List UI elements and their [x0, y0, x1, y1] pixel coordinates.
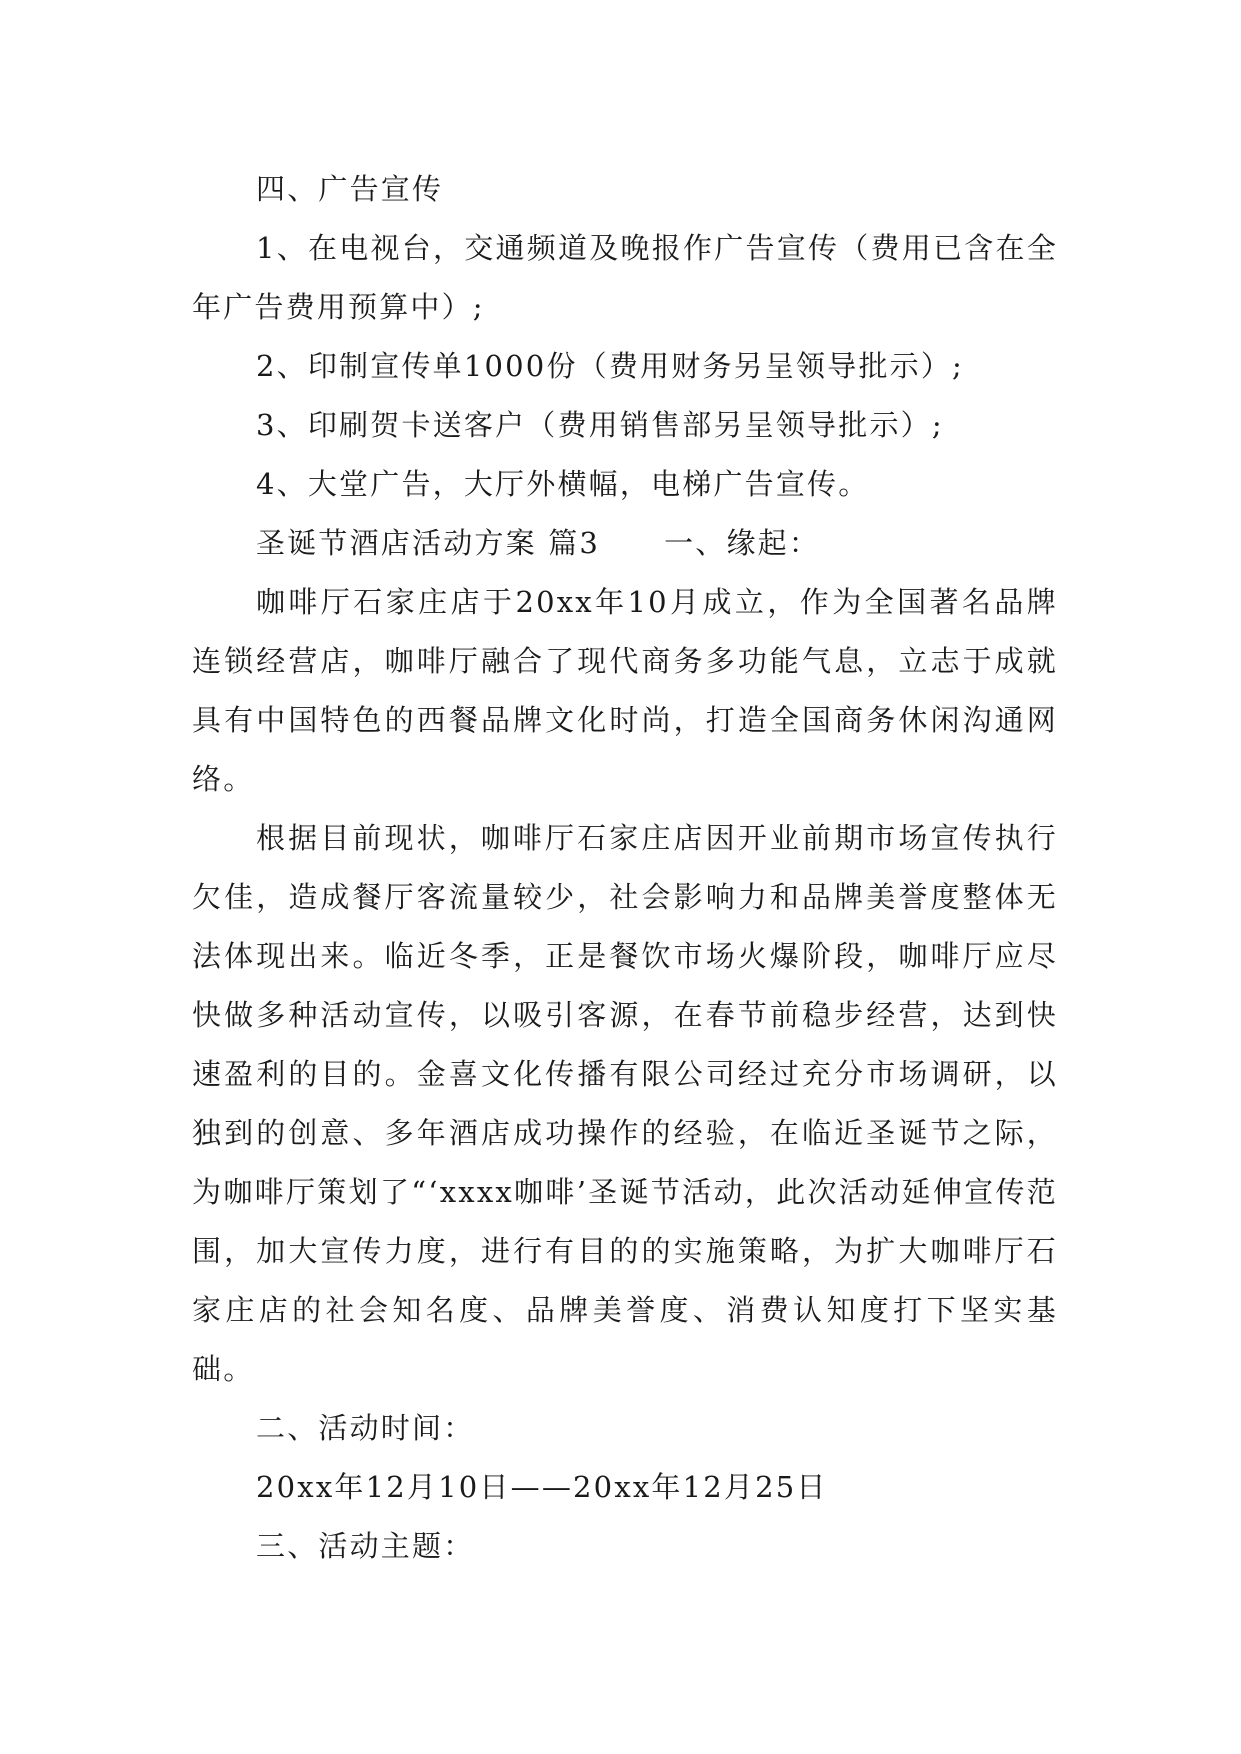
heading-activity-time: 二、活动时间：	[256, 1411, 475, 1445]
section-first-item: 一、缘起：	[664, 526, 821, 560]
paragraph-current-status: 根据目前现状，咖啡厅石家庄店因开业前期市场宣传执行欠佳，造成餐厅客流量较少，社会影响力和品牌美誉度整体无法体现出来。临近冬季，正是餐饮市场火爆阶段，咖啡厅应尽快做多种活动宣传，以吸引客源，在春节前稳步经营，达到快速盈利的目的。金喜文化传播有限公司经过充分市场调研，以独到的创意、多年酒店成功操作的经验，在临近圣诞节之际，为咖啡厅策划了“‘xxxx咖啡’圣诞节活动，此次活动延伸宣传范围，加大宣传力度，进行有目的的实施策略，为扩大咖啡厅石家庄店的社会知名度、品牌美誉度、消费认知度打下坚实基础。	[192, 821, 1058, 1386]
heading-activity-theme: 三、活动主题：	[256, 1529, 475, 1563]
paragraph-lobby-ads: 4、大堂广告，大厅外横幅，电梯广告宣传。	[256, 467, 870, 501]
paragraph-tv-ads: 1、在电视台，交通频道及晚报作广告宣传（费用已含在全年广告费用预算中）;	[192, 231, 1058, 324]
section-heading-line	[192, 514, 1058, 573]
section-title: 圣诞节酒店活动方案 篇3	[256, 526, 601, 560]
paragraph-greeting-cards: 3、印刷贺卡送客户（费用销售部另呈领导批示）;	[256, 408, 944, 442]
document-body	[192, 160, 1058, 1576]
paragraph-origin: 咖啡厅石家庄店于20xx年10月成立，作为全国著名品牌连锁经营店，咖啡厅融合了现代商务多功能气息，立志于成就具有中国特色的西餐品牌文化时尚，打造全国商务休闲沟通网络。	[192, 585, 1058, 796]
heading-advertising: 四、广告宣传	[256, 172, 444, 206]
paragraph-date-range: 20xx年12月10日——20xx年12月25日	[256, 1470, 828, 1504]
paragraph-flyers: 2、印制宣传单1000份（费用财务另呈领导批示）;	[256, 349, 965, 383]
